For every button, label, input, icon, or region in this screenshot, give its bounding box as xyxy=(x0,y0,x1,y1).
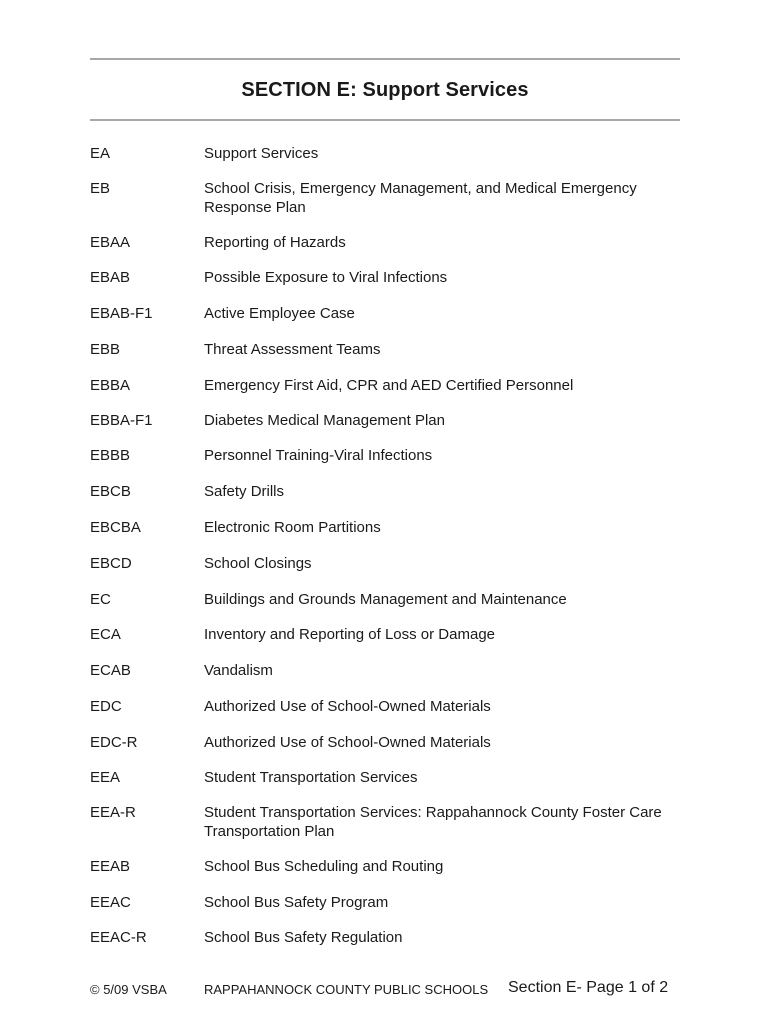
policy-code: EB xyxy=(90,180,111,197)
policy-title: School Bus Safety Program xyxy=(204,894,389,911)
policy-code: EBCD xyxy=(90,555,132,572)
policy-title: Support Services xyxy=(204,145,319,162)
policy-code: EBBB xyxy=(90,447,131,464)
policy-title: Student Transportation Services: Rappahannock County Foster Care Transportation Plan xyxy=(204,804,662,840)
policy-code: EBAB-F1 xyxy=(90,305,153,322)
page-number: Section E- Page 1 of 2 xyxy=(508,979,669,996)
policy-title: Vandalism xyxy=(204,662,273,679)
policy-title: Active Employee Case xyxy=(204,305,355,322)
policy-code: EBCBA xyxy=(90,519,141,536)
policy-code: EBBA-F1 xyxy=(90,412,153,429)
policy-title: School Crisis, Emergency Management, and Medical Emergency Response Plan xyxy=(204,180,637,216)
policy-title: Authorized Use of School-Owned Materials xyxy=(204,698,491,715)
policy-title: Authorized Use of School-Owned Materials xyxy=(204,734,491,751)
policy-title: Safety Drills xyxy=(204,483,285,500)
page-footer xyxy=(0,978,770,1000)
top-rule xyxy=(90,58,680,60)
policy-title: Diabetes Medical Management Plan xyxy=(204,412,445,429)
district-name: RAPPAHANNOCK COUNTY PUBLIC SCHOOLS xyxy=(204,982,489,997)
policy-title: School Bus Scheduling and Routing xyxy=(204,858,444,875)
policy-code: EBB xyxy=(90,341,121,358)
policy-title: Threat Assessment Teams xyxy=(204,341,381,358)
policy-title: Possible Exposure to Viral Infections xyxy=(204,269,448,286)
policy-title: Electronic Room Partitions xyxy=(204,519,381,536)
policy-code: ECA xyxy=(90,626,121,643)
page-title: SECTION E: Support Services xyxy=(241,79,529,101)
policy-code: EC xyxy=(90,591,111,608)
policy-title: Emergency First Aid, CPR and AED Certified Personnel xyxy=(204,377,574,394)
policy-title: School Bus Safety Regulation xyxy=(204,929,403,946)
policy-title: Personnel Training-Viral Infections xyxy=(204,447,433,464)
policy-code: EDC-R xyxy=(90,734,138,751)
policy-code: EDC xyxy=(90,698,122,715)
policy-title: Buildings and Grounds Management and Maintenance xyxy=(204,591,567,608)
policy-title: Inventory and Reporting of Loss or Damage xyxy=(204,626,495,643)
policy-code: EA xyxy=(90,145,111,162)
policy-code: EEAC xyxy=(90,894,131,911)
policy-code: EBAA xyxy=(90,234,131,251)
policy-code: EBCB xyxy=(90,483,131,500)
copyright-notice: © 5/09 VSBA xyxy=(90,982,167,997)
policy-title: Student Transportation Services xyxy=(204,769,418,786)
policy-code: EBAB xyxy=(90,269,131,286)
policy-code: EEA xyxy=(90,769,121,786)
policy-code: EEA-R xyxy=(90,804,136,821)
title-underline-rule xyxy=(90,119,680,121)
policy-code: EEAB xyxy=(90,858,131,875)
policy-code: EEAC-R xyxy=(90,929,147,946)
policy-title: School Closings xyxy=(204,555,312,572)
policy-title: Reporting of Hazards xyxy=(204,234,346,251)
policy-code: EBBA xyxy=(90,377,131,394)
policy-code: ECAB xyxy=(90,662,131,679)
